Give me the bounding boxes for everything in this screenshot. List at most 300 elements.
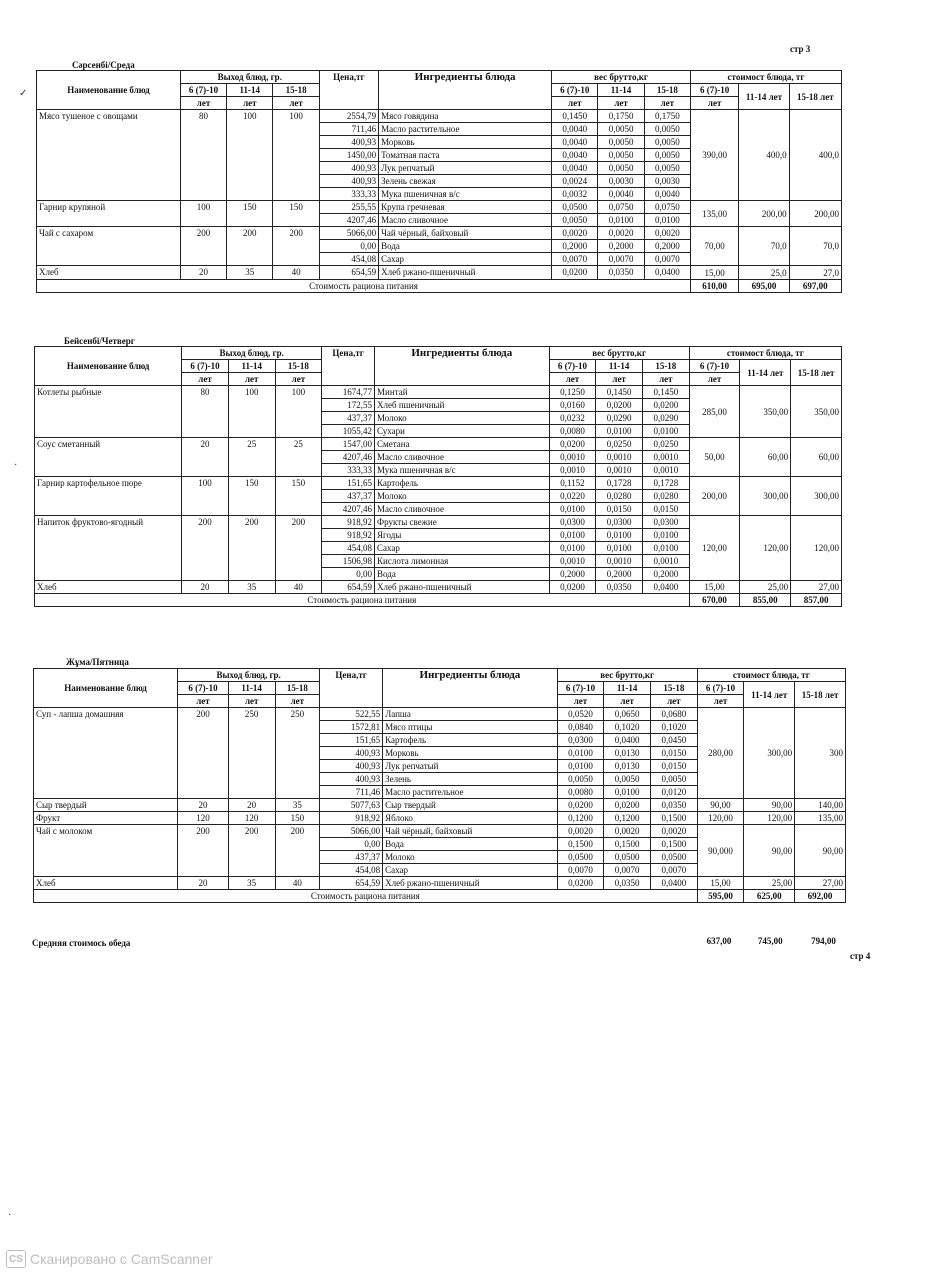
dish-name: Сыр твердый	[34, 799, 178, 812]
ingredient-weight: 0,0350	[651, 799, 698, 812]
ingredient-name: Кислота лимонная	[375, 555, 550, 568]
ingredient-weight: 0,0100	[596, 425, 643, 438]
ingredient-weight: 0,0500	[651, 851, 698, 864]
dish-yield: 40	[275, 877, 320, 890]
ingredient-weight: 0,0200	[552, 266, 598, 280]
day-title-wednesday: Сәрсенбі/Среда	[72, 60, 135, 70]
ingredient-weight: 0,0290	[642, 412, 689, 425]
total-cost: 855,00	[740, 594, 791, 607]
ingredient-weight: 0,1500	[557, 838, 604, 851]
dish-cost: 15,00	[689, 581, 740, 594]
ingredient-weight: 0,1500	[651, 812, 698, 825]
dish-yield: 100	[182, 477, 229, 516]
average-cost-label: Средняя стоимось обеда	[32, 938, 131, 948]
ingredient-weight: 0,0010	[549, 464, 596, 477]
ingredient-name: Чай чёрный, байховый	[379, 227, 552, 240]
header-years: лет	[604, 695, 651, 708]
ingredient-weight: 0,0200	[549, 438, 596, 451]
header-weight-age: 11-14	[604, 682, 651, 695]
ingredient-price: 400,93	[320, 760, 383, 773]
dish-cost: 390,00	[691, 110, 739, 201]
header-cost-age: 15-18 лет	[789, 84, 841, 110]
ingredient-weight: 0,0010	[642, 451, 689, 464]
ingredient-name: Вода	[379, 240, 552, 253]
header-weight-age: 11-14	[598, 84, 644, 97]
header-weight-age: 6 (7)-10	[557, 682, 604, 695]
total-cost: 695,00	[739, 280, 789, 293]
dish-yield: 100	[275, 386, 322, 438]
ingredient-weight: 0,0400	[604, 734, 651, 747]
ingredient-weight: 0,0050	[557, 773, 604, 786]
dish-yield: 200	[275, 825, 320, 877]
ingredient-price: 0,00	[320, 838, 383, 851]
header-yield-age: 15-18	[273, 84, 319, 97]
ingredient-weight: 0,1152	[549, 477, 596, 490]
day-title-friday: Жұма/Пятница	[66, 657, 129, 667]
dish-yield: 200	[178, 708, 229, 799]
ingredient-price: 0,00	[319, 240, 378, 253]
ingredient-weight: 0,0040	[552, 149, 598, 162]
ingredient-weight: 0,0010	[642, 555, 689, 568]
ingredient-price: 4207,46	[322, 503, 375, 516]
ingredient-weight: 0,0200	[596, 399, 643, 412]
ingredient-name: Молоко	[383, 851, 558, 864]
header-cost-age: 11-14 лет	[740, 360, 791, 386]
total-cost: 625,00	[744, 890, 795, 903]
table-row	[34, 812, 846, 825]
ingredient-price: 437,37	[320, 851, 383, 864]
dish-yield: 150	[273, 201, 319, 227]
ingredient-weight: 0,0070	[598, 253, 644, 266]
dish-cost: 300,00	[744, 708, 795, 799]
dish-cost: 70,0	[789, 227, 841, 266]
header-cost-age: 11-14 лет	[744, 682, 795, 708]
dish-cost: 120,00	[697, 812, 744, 825]
menu-table-friday	[33, 668, 846, 903]
dish-cost: 300	[795, 708, 846, 799]
table-row	[37, 110, 842, 123]
ingredient-price: 2554,79	[319, 110, 378, 123]
ingredient-weight: 0,0300	[549, 516, 596, 529]
dish-yield: 100	[180, 201, 226, 227]
dish-yield: 20	[228, 799, 275, 812]
ingredient-weight: 0,0040	[598, 188, 644, 201]
ingredient-weight: 0,0032	[552, 188, 598, 201]
ingredient-name: Сахар	[383, 864, 558, 877]
ingredient-weight: 0,0100	[549, 542, 596, 555]
dish-cost: 280,00	[697, 708, 744, 799]
table-row	[35, 516, 842, 529]
dish-cost: 300,00	[740, 477, 791, 516]
header-years: лет	[273, 97, 319, 110]
table-row	[34, 825, 846, 838]
ingredient-weight: 0,1500	[651, 838, 698, 851]
ingredient-weight: 0,1200	[557, 812, 604, 825]
ingredient-weight: 0,0020	[557, 825, 604, 838]
ingredient-weight: 0,0010	[549, 555, 596, 568]
header-years: лет	[596, 373, 643, 386]
ingredient-name: Хлеб пшеничный	[375, 399, 550, 412]
total-label: Стоимость рациона питания	[34, 890, 698, 903]
ingredient-weight: 0,0080	[557, 786, 604, 799]
dish-cost: 90,000	[697, 825, 744, 877]
ingredient-name: Мясо птицы	[383, 721, 558, 734]
ingredient-price: 400,93	[319, 162, 378, 175]
ingredient-weight: 0,0050	[552, 214, 598, 227]
dish-yield: 200	[180, 227, 226, 266]
header-yield-age: 11-14	[228, 360, 275, 373]
dish-yield: 25	[228, 438, 275, 477]
ingredient-weight: 0,0840	[557, 721, 604, 734]
ingredient-weight: 0,0200	[557, 877, 604, 890]
table-row	[35, 581, 842, 594]
ingredient-weight: 0,0280	[642, 490, 689, 503]
ingredient-name: Сухари	[375, 425, 550, 438]
total-cost: 610,00	[691, 280, 739, 293]
dish-yield: 100	[227, 110, 273, 201]
header-years: лет	[689, 373, 740, 386]
table-row	[34, 877, 846, 890]
ingredient-weight: 0,0500	[557, 851, 604, 864]
header-ingredients: Ингредиенты блюда	[375, 347, 550, 386]
ingredient-weight: 0,0300	[596, 516, 643, 529]
ingredient-weight: 0,0300	[642, 516, 689, 529]
ingredient-name: Масло сливочное	[375, 451, 550, 464]
dish-cost: 120,00	[791, 516, 842, 581]
header-weight-age: 15-18	[651, 682, 698, 695]
ingredient-price: 1055,42	[322, 425, 375, 438]
ingredient-price: 5077,63	[320, 799, 383, 812]
header-yield: Выход блюд, гр.	[178, 669, 320, 682]
ingredient-weight: 0,1450	[552, 110, 598, 123]
ingredient-name: Картофель	[383, 734, 558, 747]
ingredient-weight: 0,0520	[557, 708, 604, 721]
ingredient-name: Морковь	[383, 747, 558, 760]
ingredient-weight: 0,0050	[598, 123, 644, 136]
total-row	[34, 890, 846, 903]
dish-cost: 90,00	[795, 825, 846, 877]
dish-cost: 70,0	[739, 227, 789, 266]
dish-cost: 25,00	[744, 877, 795, 890]
dish-cost: 90,00	[697, 799, 744, 812]
ingredient-weight: 0,0130	[604, 747, 651, 760]
total-cost: 692,00	[795, 890, 846, 903]
camscanner-logo-icon: CS	[6, 1250, 26, 1268]
dish-name: Гарнир картофельное пюре	[35, 477, 182, 516]
ingredient-name: Картофель	[375, 477, 550, 490]
ingredient-price: 918,92	[322, 529, 375, 542]
header-yield-age: 11-14	[227, 84, 273, 97]
ingredient-price: 151,65	[320, 734, 383, 747]
ingredient-name: Вода	[383, 838, 558, 851]
ingredient-name: Сметана	[375, 438, 550, 451]
header-years: лет	[651, 695, 698, 708]
header-dish-name: Наименование блюд	[37, 71, 181, 110]
ingredient-weight: 0,0350	[598, 266, 644, 280]
ingredient-price: 4207,46	[322, 451, 375, 464]
dish-cost: 25,0	[739, 266, 789, 280]
dish-yield: 150	[275, 812, 320, 825]
header-weight-age: 6 (7)-10	[549, 360, 596, 373]
dish-yield: 200	[228, 825, 275, 877]
table-row	[35, 386, 842, 399]
ingredient-weight: 0,0040	[552, 123, 598, 136]
dish-yield: 35	[275, 799, 320, 812]
header-dish-name: Наименование блюд	[35, 347, 182, 386]
dish-yield: 250	[275, 708, 320, 799]
dish-name: Хлеб	[34, 877, 178, 890]
dish-yield: 120	[228, 812, 275, 825]
ingredient-name: Сахар	[379, 253, 552, 266]
margin-tick: ✓	[19, 88, 28, 99]
ingredient-weight: 0,0040	[552, 162, 598, 175]
dish-name: Суп - лапша домашняя	[34, 708, 178, 799]
ingredient-price: 172,55	[322, 399, 375, 412]
dish-cost: 90,00	[744, 799, 795, 812]
ingredient-weight: 0,0400	[644, 266, 690, 280]
ingredient-weight: 0,0750	[644, 201, 690, 214]
dish-name: Мясо тушеное с овощами	[37, 110, 181, 201]
dish-cost: 140,00	[795, 799, 846, 812]
average-cost-values	[696, 936, 849, 946]
header-ingredients: Ингредиенты блюда	[383, 669, 558, 708]
average-cost-age2: 745,00	[757, 936, 783, 946]
ingredient-price: 654,59	[319, 266, 378, 280]
ingredient-weight: 0,0680	[651, 708, 698, 721]
ingredient-name: Сахар	[375, 542, 550, 555]
ingredient-price: 1674,77	[322, 386, 375, 399]
ingredient-weight: 0,0200	[549, 581, 596, 594]
ingredient-weight: 0,0160	[549, 399, 596, 412]
ingredient-name: Лук репчатый	[379, 162, 552, 175]
ingredient-weight: 0,0050	[598, 162, 644, 175]
ingredient-weight: 0,0030	[644, 175, 690, 188]
ingredient-weight: 0,0300	[557, 734, 604, 747]
ingredient-name: Фрукты свежие	[375, 516, 550, 529]
ingredient-name: Сыр твердый	[383, 799, 558, 812]
ingredient-weight: 0,0500	[552, 201, 598, 214]
ingredient-weight: 0,1450	[642, 386, 689, 399]
ingredient-name: Зелень	[383, 773, 558, 786]
ingredient-weight: 0,0020	[644, 227, 690, 240]
ingredient-weight: 0,1500	[604, 838, 651, 851]
ingredient-weight: 0,0040	[644, 188, 690, 201]
dish-yield: 25	[275, 438, 322, 477]
menu-table-thursday	[34, 346, 842, 607]
ingredient-weight: 0,0150	[651, 747, 698, 760]
dish-yield: 150	[228, 477, 275, 516]
dish-cost: 25,00	[740, 581, 791, 594]
ingredient-name: Хлеб ржано-пшеничный	[375, 581, 550, 594]
ingredient-price: 0,00	[322, 568, 375, 581]
dish-yield: 20	[178, 877, 229, 890]
ingredient-weight: 0,0400	[651, 877, 698, 890]
dish-cost: 285,00	[689, 386, 740, 438]
ingredient-name: Хлеб ржано-пшеничный	[383, 877, 558, 890]
ingredient-name: Мясо говядина	[379, 110, 552, 123]
ingredient-weight: 0,0050	[604, 773, 651, 786]
ingredient-name: Ягоды	[375, 529, 550, 542]
dish-yield: 200	[227, 227, 273, 266]
ingredient-weight: 0,0750	[598, 201, 644, 214]
dish-name: Гарнир крупяной	[37, 201, 181, 227]
header-years: лет	[697, 695, 744, 708]
header-yield-age: 6 (7)-10	[182, 360, 229, 373]
ingredient-weight: 0,0070	[651, 864, 698, 877]
dish-cost: 70,00	[691, 227, 739, 266]
total-cost: 670,00	[689, 594, 740, 607]
ingredient-price: 1506,98	[322, 555, 375, 568]
total-cost: 857,00	[791, 594, 842, 607]
ingredient-price: 437,37	[322, 490, 375, 503]
ingredient-weight: 0,0290	[596, 412, 643, 425]
ingredient-weight: 0,0050	[644, 123, 690, 136]
header-dish-cost: стоимост блюда, тг	[689, 347, 841, 360]
dish-name: Чай с молоком	[34, 825, 178, 877]
dish-cost: 135,00	[691, 201, 739, 227]
total-row	[37, 280, 842, 293]
dish-yield: 150	[227, 201, 273, 227]
ingredient-price: 151,65	[322, 477, 375, 490]
ingredient-weight: 0,0100	[596, 529, 643, 542]
dish-cost: 400,0	[739, 110, 789, 201]
ingredient-weight: 0,0024	[552, 175, 598, 188]
ingredient-weight: 0,0400	[642, 581, 689, 594]
dish-yield: 80	[182, 386, 229, 438]
header-yield-age: 15-18	[275, 360, 322, 373]
header-ingredients: Ингредиенты блюда	[379, 71, 552, 110]
ingredient-weight: 0,0010	[549, 451, 596, 464]
dish-cost: 120,00	[744, 812, 795, 825]
header-cost-age: 6 (7)-10	[697, 682, 744, 695]
ingredient-weight: 0,0130	[604, 760, 651, 773]
header-years: лет	[552, 97, 598, 110]
ingredient-price: 400,93	[319, 136, 378, 149]
ingredient-weight: 0,0350	[596, 581, 643, 594]
camscanner-watermark	[6, 1250, 213, 1268]
day-title-thursday: Бейсенбі/Четверг	[64, 336, 135, 346]
ingredient-weight: 0,1450	[596, 386, 643, 399]
ingredient-weight: 0,0250	[642, 438, 689, 451]
dish-cost: 15,00	[697, 877, 744, 890]
ingredient-weight: 0,0200	[642, 399, 689, 412]
dish-yield: 40	[273, 266, 319, 280]
ingredient-price: 1450,00	[319, 149, 378, 162]
dish-name: Напиток фруктово-ягодный	[35, 516, 182, 581]
ingredient-price: 654,59	[320, 877, 383, 890]
ingredient-price: 1572,81	[320, 721, 383, 734]
ingredient-weight: 0,2000	[596, 568, 643, 581]
ingredient-weight: 0,0650	[604, 708, 651, 721]
dish-yield: 35	[227, 266, 273, 280]
ingredient-name: Молоко	[375, 490, 550, 503]
ingredient-weight: 0,2000	[598, 240, 644, 253]
dish-yield: 20	[182, 438, 229, 477]
menu-table-wednesday	[36, 70, 842, 293]
ingredient-weight: 0,0100	[557, 747, 604, 760]
dish-cost: 300,00	[791, 477, 842, 516]
dish-cost: 27,0	[789, 266, 841, 280]
header-years: лет	[180, 97, 226, 110]
ingredient-name: Масло сливочное	[379, 214, 552, 227]
dish-name: Чай с сахаром	[37, 227, 181, 266]
dish-yield: 20	[182, 581, 229, 594]
header-years: лет	[182, 373, 229, 386]
ingredient-weight: 0,0040	[552, 136, 598, 149]
ingredient-weight: 0,0100	[549, 529, 596, 542]
ingredient-weight: 0,0120	[651, 786, 698, 799]
ingredient-weight: 0,0250	[596, 438, 643, 451]
ingredient-weight: 0,1750	[644, 110, 690, 123]
dish-cost: 27,00	[795, 877, 846, 890]
camscanner-text: Сканировано с CamScanner	[30, 1251, 213, 1267]
ingredient-weight: 0,0020	[598, 227, 644, 240]
header-years: лет	[275, 695, 320, 708]
ingredient-price: 1547,00	[322, 438, 375, 451]
dish-cost: 60,00	[791, 438, 842, 477]
dish-yield: 35	[228, 581, 275, 594]
ingredient-weight: 0,1200	[604, 812, 651, 825]
dish-name: Хлеб	[37, 266, 181, 280]
total-cost: 697,00	[789, 280, 841, 293]
total-cost: 595,00	[697, 890, 744, 903]
table-row	[37, 201, 842, 214]
ingredient-weight: 0,2000	[549, 568, 596, 581]
ingredient-weight: 0,0010	[596, 555, 643, 568]
ingredient-weight: 0,1750	[598, 110, 644, 123]
header-dish-cost: стоимост блюда, тг	[691, 71, 842, 84]
header-gross-weight: вес брутто,кг	[552, 71, 691, 84]
ingredient-weight: 0,0070	[557, 864, 604, 877]
dish-name: Хлеб	[35, 581, 182, 594]
ingredient-price: 918,92	[322, 516, 375, 529]
table-row	[37, 266, 842, 280]
dish-yield: 200	[273, 227, 319, 266]
dish-yield: 200	[182, 516, 229, 581]
margin-tick: ·	[14, 460, 18, 471]
dish-yield: 80	[180, 110, 226, 201]
header-weight-age: 15-18	[644, 84, 690, 97]
header-years: лет	[644, 97, 690, 110]
ingredient-price: 255,55	[319, 201, 378, 214]
average-cost-age1: 637,00	[706, 936, 732, 946]
ingredient-weight: 0,0500	[604, 851, 651, 864]
ingredient-price: 522,55	[320, 708, 383, 721]
ingredient-weight: 0,0050	[598, 149, 644, 162]
ingredient-name: Масло сливочное	[375, 503, 550, 516]
header-years: лет	[642, 373, 689, 386]
ingredient-name: Молоко	[375, 412, 550, 425]
ingredient-name: Лапша	[383, 708, 558, 721]
margin-tick: ·	[8, 1210, 12, 1221]
header-yield: Выход блюд, гр.	[180, 71, 319, 84]
ingredient-weight: 0,0450	[651, 734, 698, 747]
ingredient-weight: 0,0010	[596, 464, 643, 477]
ingredient-weight: 0,0232	[549, 412, 596, 425]
header-weight-age: 11-14	[596, 360, 643, 373]
ingredient-price: 711,46	[320, 786, 383, 799]
ingredient-price: 437,37	[322, 412, 375, 425]
ingredient-name: Крупа гречневая	[379, 201, 552, 214]
ingredient-name: Масло растительное	[383, 786, 558, 799]
dish-cost: 60,00	[740, 438, 791, 477]
total-label: Стоимость рациона питания	[37, 280, 691, 293]
ingredient-weight: 0,0100	[642, 529, 689, 542]
ingredient-price: 654,59	[322, 581, 375, 594]
ingredient-weight: 0,0100	[596, 542, 643, 555]
header-gross-weight: вес брутто,кг	[549, 347, 689, 360]
ingredient-name: Яблоко	[383, 812, 558, 825]
